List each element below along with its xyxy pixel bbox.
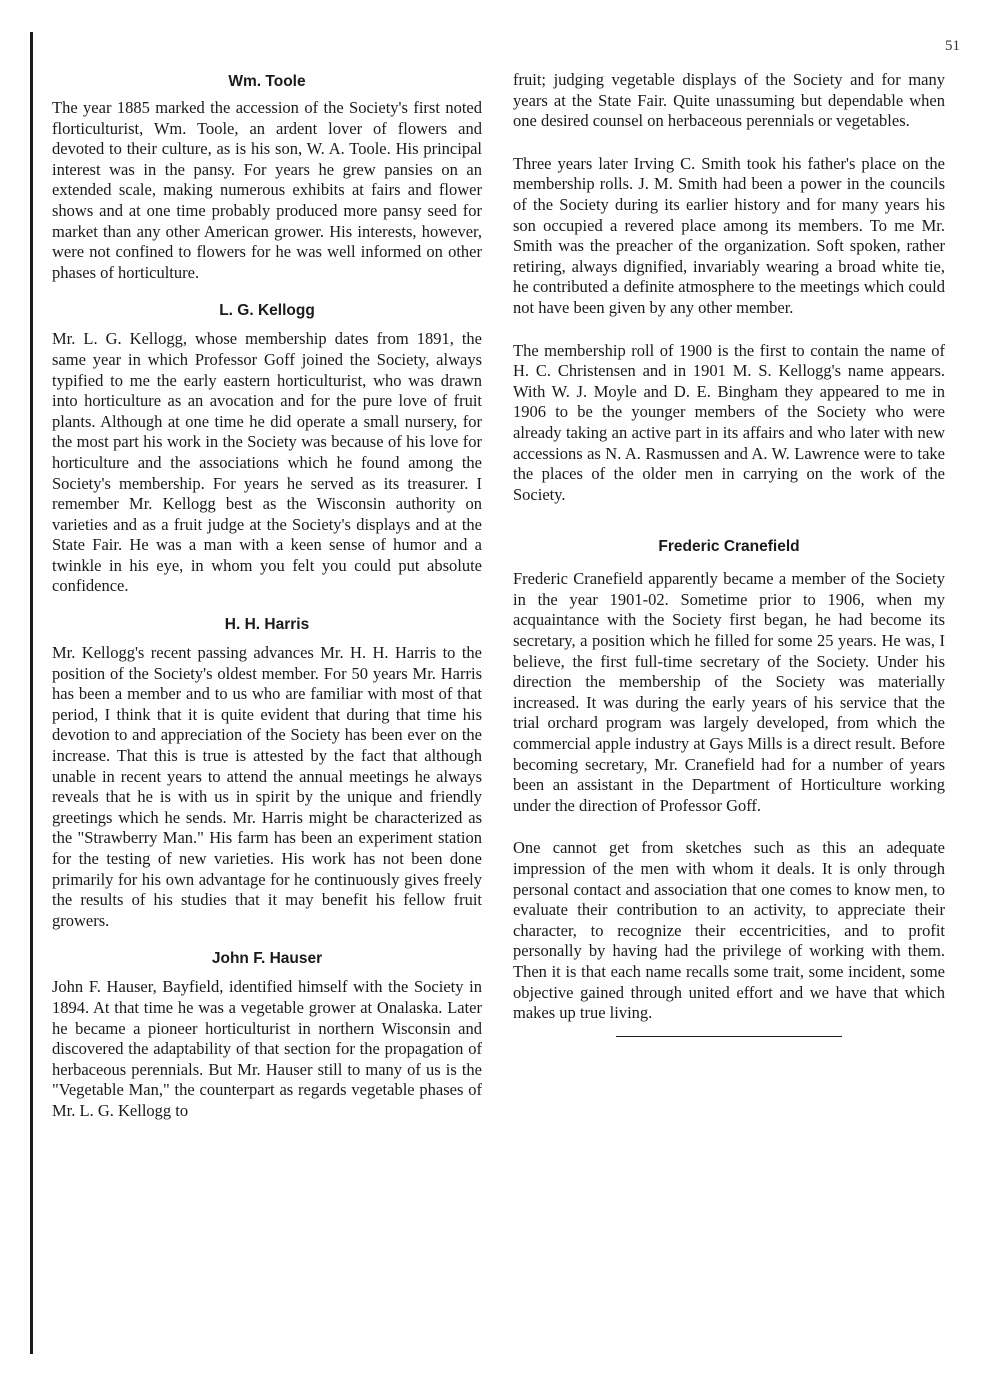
right-column (513, 70, 945, 1037)
heading-john-f-hauser: John F. Hauser (211, 950, 323, 968)
paragraph-membership-roll-1900: The membership roll of 1900 is the first to contain the name of H. C. Christensen and in 1901 M. S. Kellogg's name appears. With W. J. Moyle and D. E. Bingham they appeared to me in 1906 to be the younger members of the Society who were already taking an active part in its affairs and who later with new accessions as N. A. Rasmussen and A. W. Lawrence were to take the places of the older men in carrying on the work of the Society. (513, 340, 945, 504)
heading-lg-kellogg: L. G. Kellogg (219, 302, 315, 320)
paragraph-lg-kellogg: Mr. L. G. Kellogg, whose membership dates from 1891, the same year in which Professor Goff joined the Society, always typified to me the early eastern horticulturist, who was drawn into horticulture as an avocation and for the pure love of fruit plants. Although at one time he did operate a small nursery, for the most part his work in the Society was because of his love for horticulture and the associations which he found among the Society's membership. For years he served as its treasurer. I remember Mr. Kellogg best as the Wisconsin authority on varieties and as a fruit judge at the Society's displays and at the State Fair. He was a man with a keen sense of humor and a twinkle in his eye, in whom you felt you could put absolute confidence. (52, 329, 482, 596)
paragraph-closing: One cannot get from sketches such as this an adequate impression of the men with whom it deals. It is only through personal contact and association that one comes to know men, to evaluate their contribution to an activity, to appreciate their character, to recognize their eccentricities, and to profit personally by having had the privilege of working with them. Then it is that each name recalls some trait, some incident, some objective gained through united effort and we have that which makes up true living. (513, 838, 945, 1023)
page-number: 51 (945, 38, 960, 54)
heading-hh-harris: H. H. Harris (224, 616, 310, 634)
heading-frederic-cranefield: Frederic Cranefield (658, 538, 800, 556)
paragraph-hauser-continued: fruit; judging vegetable displays of the Society and for many years at the State Fair. Quite unassuming but dependable when one desired counsel on herbaceous perennials or vegetables. (513, 70, 945, 131)
paragraph-wm-toole: The year 1885 marked the accession of the Society's first noted florticulturist, Wm. Toole, an ardent lover of flowers and devoted to their culture, as is his son, W. A. Toole. His principal interest was in the pansy. For years he grew pansies on an extended scale, making numerous exhibits at fairs and flower shows and at one time probably produced more pansy seed for market than any other American grower. His interests, however, were not confined to flowers for he was well informed on other phases of horticulture. (52, 98, 482, 282)
paragraph-irving-smith: Three years later Irving C. Smith took his father's place on the membership rolls. J. M. Smith had been a power in the councils of the Society during its earlier history and for many years his son occupied a revered place among its members. To me Mr. Smith was the preacher of the organization. Soft spoken, rather retiring, always dignified, invariably wearing a broad white tie, he contributed a definite atmosphere to the meetings which could not have been given by any other member. (513, 153, 945, 317)
paragraph-frederic-cranefield: Frederic Cranefield apparently became a member of the Society in the year 1901-02. Sometime prior to 1906, when my acquaintance with the Society first began, he had become its secretary, a position which he filled for some 25 years. He was, I believe, the first full-time secretary of the Society. Under his direction the membership of the Society was materially increased. It was during the early years of his service that the trial orchard program was largely developed, from which the commercial apple industry at Gays Mills is a direct result. Before becoming secretary, Mr. Cranefield had for a number of years been an assistant in the Department of Horticulture working under the direction of Professor Goff. (513, 569, 945, 815)
binding-rule (30, 32, 33, 1354)
end-rule (616, 1036, 842, 1038)
paragraph-john-f-hauser: John F. Hauser, Bayfield, identified himself with the Society in 1894. At that time he was a vegetable grower at Onalaska. Later he became a pioneer horticulturist in northern Wisconsin and discovered the adaptability of that section for the propagation of herbaceous perennials. But Mr. Hauser still to many of us is the "Vegetable Man," the counterpart as regards vegetable phases of Mr. L. G. Kellogg to (52, 977, 482, 1120)
left-column (52, 70, 482, 1122)
paragraph-hh-harris: Mr. Kellogg's recent passing advances Mr. H. H. Harris to the position of the Society's oldest member. For 50 years Mr. Harris has been a member and to us who are familiar with most of that period, I think that it is quite evident that during that time his devotion to and appreciation of the Society has been ever on the increase. That this is true is attested by the fact that although unable in recent years to attend the annual meetings he always reveals that he is with us in spirit by the unique and friendly greetings which he sends. Mr. Harris might be characterized as the "Strawberry Man." His farm has been an experiment station for the testing of new varieties. His work has not been done primarily for his own advantage for he continuously gives freely the results of his studies that it may benefit his fellow fruit growers. (52, 643, 482, 930)
heading-wm-toole: Wm. Toole (228, 73, 306, 90)
